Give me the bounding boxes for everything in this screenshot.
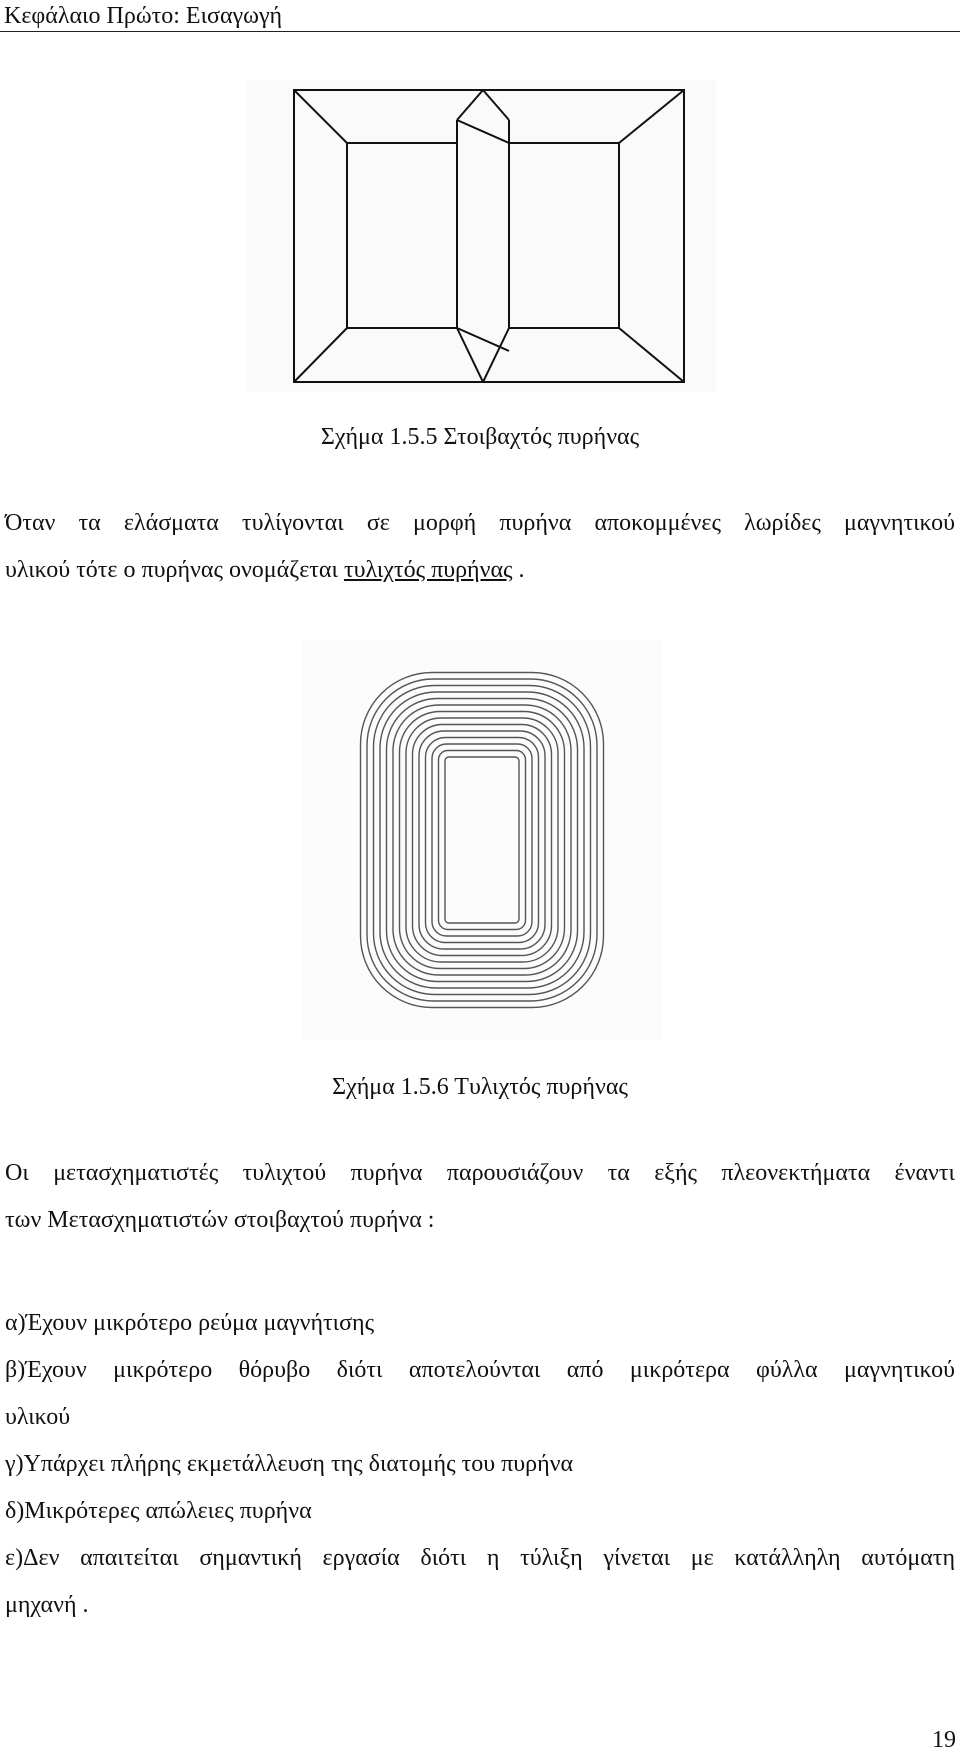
list-item: α)Έχουν μικρότερο ρεύμα μαγνήτισης bbox=[5, 1310, 375, 1336]
chapter-title: Κεφάλαιο Πρώτο: Εισαγωγή bbox=[4, 3, 283, 29]
page-header bbox=[0, 0, 960, 32]
list-item-continuation: υλικού bbox=[5, 1404, 71, 1430]
text-segment: υλικού τότε ο πυρήνας ονομάζεται bbox=[5, 557, 344, 583]
paragraph-wound-core bbox=[5, 500, 955, 594]
underlined-term: τυλιχτός πυρήνας bbox=[343, 557, 513, 583]
paragraph-advantages-intro bbox=[5, 1150, 955, 1244]
paragraph-line bbox=[5, 547, 955, 594]
list-item-continuation: μηχανή . bbox=[5, 1592, 89, 1618]
advantages-list bbox=[5, 1300, 955, 1629]
stacked-core-figure bbox=[246, 80, 716, 392]
list-item: δ)Μικρότερες απώλειες πυρήνα bbox=[5, 1498, 312, 1524]
paragraph-line: των Μετασχηματιστών στοιβαχτού πυρήνα : bbox=[5, 1207, 435, 1233]
figure-1-caption: Σχήμα 1.5.5 Στοιβαχτός πυρήνας bbox=[320, 424, 640, 450]
figure-2-caption: Σχήμα 1.5.6 Τυλιχτός πυρήνας bbox=[332, 1074, 628, 1100]
page-number: 19 bbox=[932, 1727, 956, 1753]
paragraph-line: Όταν τα ελάσματα τυλίγονται σε μορφή πυρήνα αποκομμένες λωρίδες μαγνητικού bbox=[5, 510, 955, 536]
list-item: ε)Δεν απαιτείται σημαντική εργασία διότι η τύλιξη γίνεται με κατάλληλη αυτόματη bbox=[5, 1545, 955, 1571]
wound-core-figure bbox=[302, 640, 662, 1040]
paragraph-line: Οι μετασχηματιστές τυλιχτού πυρήνα παρουσιάζουν τα εξής πλεονεκτήματα έναντι bbox=[5, 1160, 955, 1186]
list-item: γ)Υπάρχει πλήρης εκμετάλλευση της διατομής του πυρήνα bbox=[5, 1451, 574, 1477]
text-segment: . bbox=[512, 557, 525, 583]
list-item: β)Έχουν μικρότερο θόρυβο διότι αποτελούνται από μικρότερα φύλλα μαγνητικού bbox=[5, 1357, 955, 1383]
